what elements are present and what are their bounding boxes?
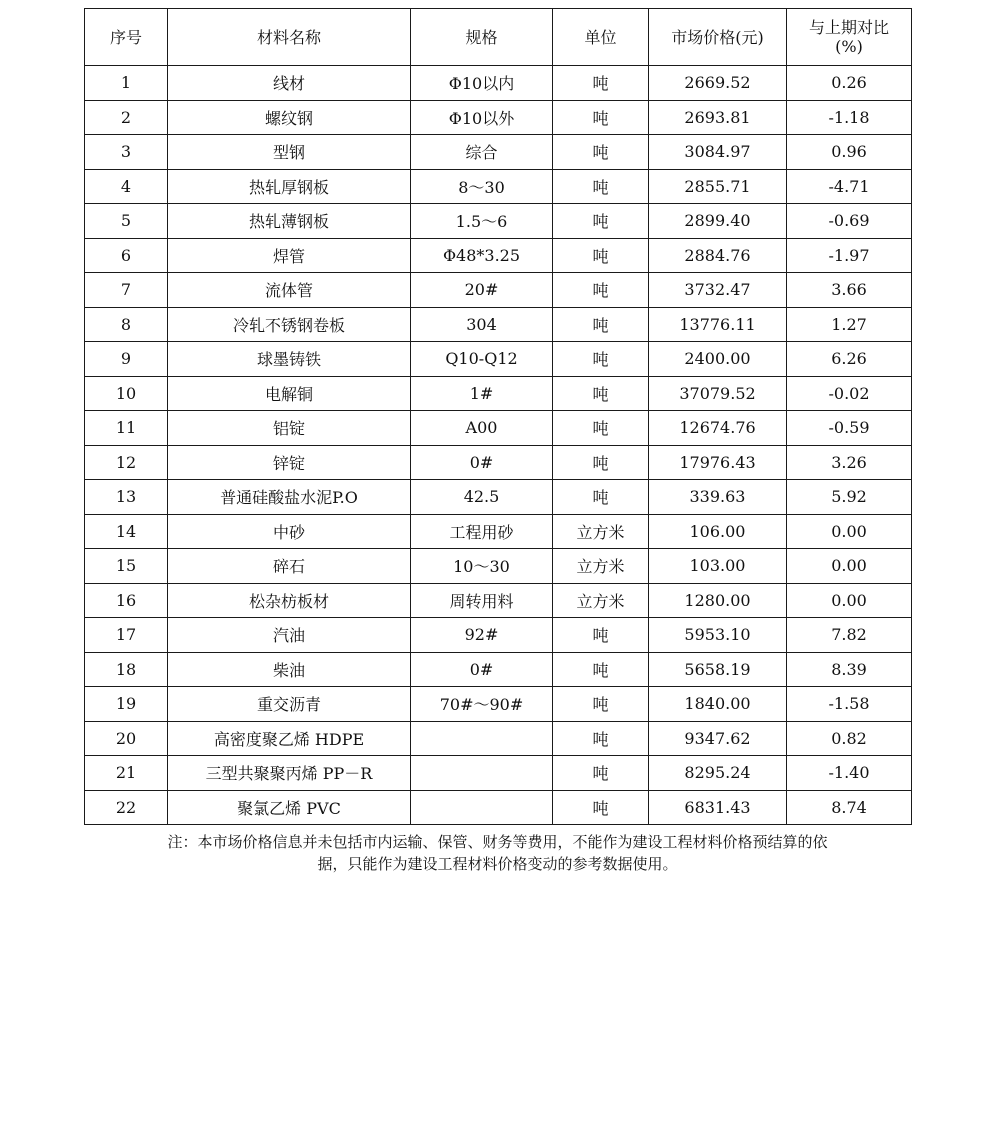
price-sheet (84, 8, 911, 875)
cell-material-name: 普通硅酸盐水泥P.O (168, 480, 411, 515)
cell-material-name: 冷轧不锈钢卷板 (168, 307, 411, 342)
table-row (85, 411, 912, 446)
cell-unit: 立方米 (553, 583, 649, 618)
cell-no: 7 (85, 273, 168, 308)
cell-material-name: 球墨铸铁 (168, 342, 411, 377)
cell-material-name: 型钢 (168, 135, 411, 170)
table-row (85, 756, 912, 791)
table-row (85, 238, 912, 273)
cell-price: 5658.19 (649, 652, 787, 687)
cell-change: -0.02 (787, 376, 912, 411)
header-change (787, 9, 912, 66)
cell-no: 20 (85, 721, 168, 756)
header-spec: 规格 (411, 9, 553, 66)
header-change-line1: 与上期对比 (808, 18, 889, 37)
cell-change: -4.71 (787, 169, 912, 204)
cell-no: 21 (85, 756, 168, 791)
cell-price: 37079.52 (649, 376, 787, 411)
cell-unit: 吨 (553, 238, 649, 273)
footnote (84, 831, 911, 875)
cell-unit: 吨 (553, 411, 649, 446)
cell-spec: 92# (411, 618, 553, 653)
footnote-line-1: 注：本市场价格信息并未包括市内运输、保管、财务等费用，不能作为建设工程材料价格预结算的依 (167, 833, 828, 851)
table-row (85, 480, 912, 515)
table-row (85, 66, 912, 101)
cell-material-name: 高密度聚乙烯 HDPE (168, 721, 411, 756)
cell-spec: 1# (411, 376, 553, 411)
table-row (85, 135, 912, 170)
cell-spec: 工程用砂 (411, 514, 553, 549)
cell-no: 13 (85, 480, 168, 515)
cell-price: 1280.00 (649, 583, 787, 618)
cell-price: 3084.97 (649, 135, 787, 170)
cell-material-name: 焊管 (168, 238, 411, 273)
cell-change: -0.69 (787, 204, 912, 239)
cell-price: 339.63 (649, 480, 787, 515)
cell-spec: 综合 (411, 135, 553, 170)
cell-no: 2 (85, 100, 168, 135)
cell-change: 0.00 (787, 549, 912, 584)
cell-spec: 0# (411, 445, 553, 480)
cell-change: 0.00 (787, 583, 912, 618)
header-price: 市场价格(元) (649, 9, 787, 66)
cell-material-name: 流体管 (168, 273, 411, 308)
cell-price: 103.00 (649, 549, 787, 584)
cell-spec: Q10-Q12 (411, 342, 553, 377)
cell-no: 3 (85, 135, 168, 170)
cell-unit: 吨 (553, 342, 649, 377)
table-row (85, 445, 912, 480)
cell-unit: 吨 (553, 480, 649, 515)
cell-no: 9 (85, 342, 168, 377)
cell-material-name: 锌锭 (168, 445, 411, 480)
cell-material-name: 重交沥青 (168, 687, 411, 722)
cell-no: 17 (85, 618, 168, 653)
table-row (85, 273, 912, 308)
cell-no: 19 (85, 687, 168, 722)
cell-material-name: 聚氯乙烯 PVC (168, 790, 411, 825)
table-body (85, 66, 912, 825)
cell-change: 8.74 (787, 790, 912, 825)
cell-material-name: 螺纹钢 (168, 100, 411, 135)
footnote-line-2: 据，只能作为建设工程材料价格变动的参考数据使用。 (317, 855, 678, 873)
cell-material-name: 电解铜 (168, 376, 411, 411)
cell-material-name: 热轧厚钢板 (168, 169, 411, 204)
cell-price: 2669.52 (649, 66, 787, 101)
cell-change: 5.92 (787, 480, 912, 515)
cell-price: 2884.76 (649, 238, 787, 273)
cell-change: 0.96 (787, 135, 912, 170)
cell-unit: 吨 (553, 307, 649, 342)
cell-spec: 304 (411, 307, 553, 342)
cell-price: 17976.43 (649, 445, 787, 480)
cell-change: -1.58 (787, 687, 912, 722)
cell-price: 2899.40 (649, 204, 787, 239)
cell-material-name: 热轧薄钢板 (168, 204, 411, 239)
cell-spec: Φ10以内 (411, 66, 553, 101)
cell-no: 6 (85, 238, 168, 273)
material-price-table (84, 8, 912, 825)
cell-unit: 吨 (553, 790, 649, 825)
cell-no: 4 (85, 169, 168, 204)
cell-change: -1.97 (787, 238, 912, 273)
cell-change: 1.27 (787, 307, 912, 342)
cell-price: 13776.11 (649, 307, 787, 342)
cell-spec: A00 (411, 411, 553, 446)
cell-material-name: 汽油 (168, 618, 411, 653)
table-row (85, 652, 912, 687)
cell-no: 14 (85, 514, 168, 549)
cell-spec: Φ48*3.25 (411, 238, 553, 273)
cell-no: 11 (85, 411, 168, 446)
header-change-line2: (%) (835, 37, 863, 56)
cell-change: 0.26 (787, 66, 912, 101)
cell-material-name: 中砂 (168, 514, 411, 549)
cell-spec (411, 756, 553, 791)
table-row (85, 721, 912, 756)
cell-no: 8 (85, 307, 168, 342)
cell-unit: 吨 (553, 135, 649, 170)
table-row (85, 100, 912, 135)
cell-spec: 70#～90# (411, 687, 553, 722)
cell-unit: 吨 (553, 100, 649, 135)
cell-change: 6.26 (787, 342, 912, 377)
cell-unit: 吨 (553, 169, 649, 204)
cell-price: 3732.47 (649, 273, 787, 308)
cell-spec: 10～30 (411, 549, 553, 584)
cell-unit: 吨 (553, 376, 649, 411)
cell-spec: Φ10以外 (411, 100, 553, 135)
header-name: 材料名称 (168, 9, 411, 66)
cell-no: 22 (85, 790, 168, 825)
cell-spec: 0# (411, 652, 553, 687)
table-row (85, 790, 912, 825)
cell-unit: 立方米 (553, 514, 649, 549)
cell-price: 5953.10 (649, 618, 787, 653)
cell-unit: 吨 (553, 273, 649, 308)
cell-change: 3.66 (787, 273, 912, 308)
table-row (85, 169, 912, 204)
cell-no: 5 (85, 204, 168, 239)
cell-unit: 吨 (553, 445, 649, 480)
cell-spec: 8～30 (411, 169, 553, 204)
table-row (85, 342, 912, 377)
cell-no: 15 (85, 549, 168, 584)
cell-material-name: 铝锭 (168, 411, 411, 446)
cell-change: -1.18 (787, 100, 912, 135)
cell-spec: 1.5～6 (411, 204, 553, 239)
table-row (85, 549, 912, 584)
cell-spec: 42.5 (411, 480, 553, 515)
cell-no: 12 (85, 445, 168, 480)
cell-price: 1840.00 (649, 687, 787, 722)
table-header-row (85, 9, 912, 66)
cell-material-name: 线材 (168, 66, 411, 101)
cell-price: 6831.43 (649, 790, 787, 825)
table-row (85, 376, 912, 411)
cell-unit: 吨 (553, 66, 649, 101)
cell-price: 8295.24 (649, 756, 787, 791)
cell-change: 0.82 (787, 721, 912, 756)
cell-unit: 吨 (553, 687, 649, 722)
cell-unit: 吨 (553, 204, 649, 239)
cell-change: 0.00 (787, 514, 912, 549)
cell-spec (411, 721, 553, 756)
cell-spec (411, 790, 553, 825)
cell-material-name: 松杂枋板材 (168, 583, 411, 618)
table-row (85, 687, 912, 722)
header-no: 序号 (85, 9, 168, 66)
table-row (85, 514, 912, 549)
cell-price: 12674.76 (649, 411, 787, 446)
cell-price: 106.00 (649, 514, 787, 549)
cell-material-name: 三型共聚聚丙烯 PP－R (168, 756, 411, 791)
cell-price: 2693.81 (649, 100, 787, 135)
cell-spec: 周转用料 (411, 583, 553, 618)
cell-no: 1 (85, 66, 168, 101)
cell-price: 2400.00 (649, 342, 787, 377)
cell-no: 10 (85, 376, 168, 411)
cell-change: 7.82 (787, 618, 912, 653)
cell-unit: 吨 (553, 756, 649, 791)
cell-spec: 20# (411, 273, 553, 308)
cell-unit: 立方米 (553, 549, 649, 584)
cell-unit: 吨 (553, 618, 649, 653)
cell-price: 2855.71 (649, 169, 787, 204)
cell-material-name: 柴油 (168, 652, 411, 687)
cell-price: 9347.62 (649, 721, 787, 756)
table-row (85, 307, 912, 342)
cell-no: 16 (85, 583, 168, 618)
cell-unit: 吨 (553, 652, 649, 687)
header-unit: 单位 (553, 9, 649, 66)
table-row (85, 204, 912, 239)
cell-unit: 吨 (553, 721, 649, 756)
cell-change: 3.26 (787, 445, 912, 480)
cell-material-name: 碎石 (168, 549, 411, 584)
cell-change: 8.39 (787, 652, 912, 687)
table-row (85, 583, 912, 618)
cell-change: -0.59 (787, 411, 912, 446)
cell-no: 18 (85, 652, 168, 687)
cell-change: -1.40 (787, 756, 912, 791)
table-row (85, 618, 912, 653)
